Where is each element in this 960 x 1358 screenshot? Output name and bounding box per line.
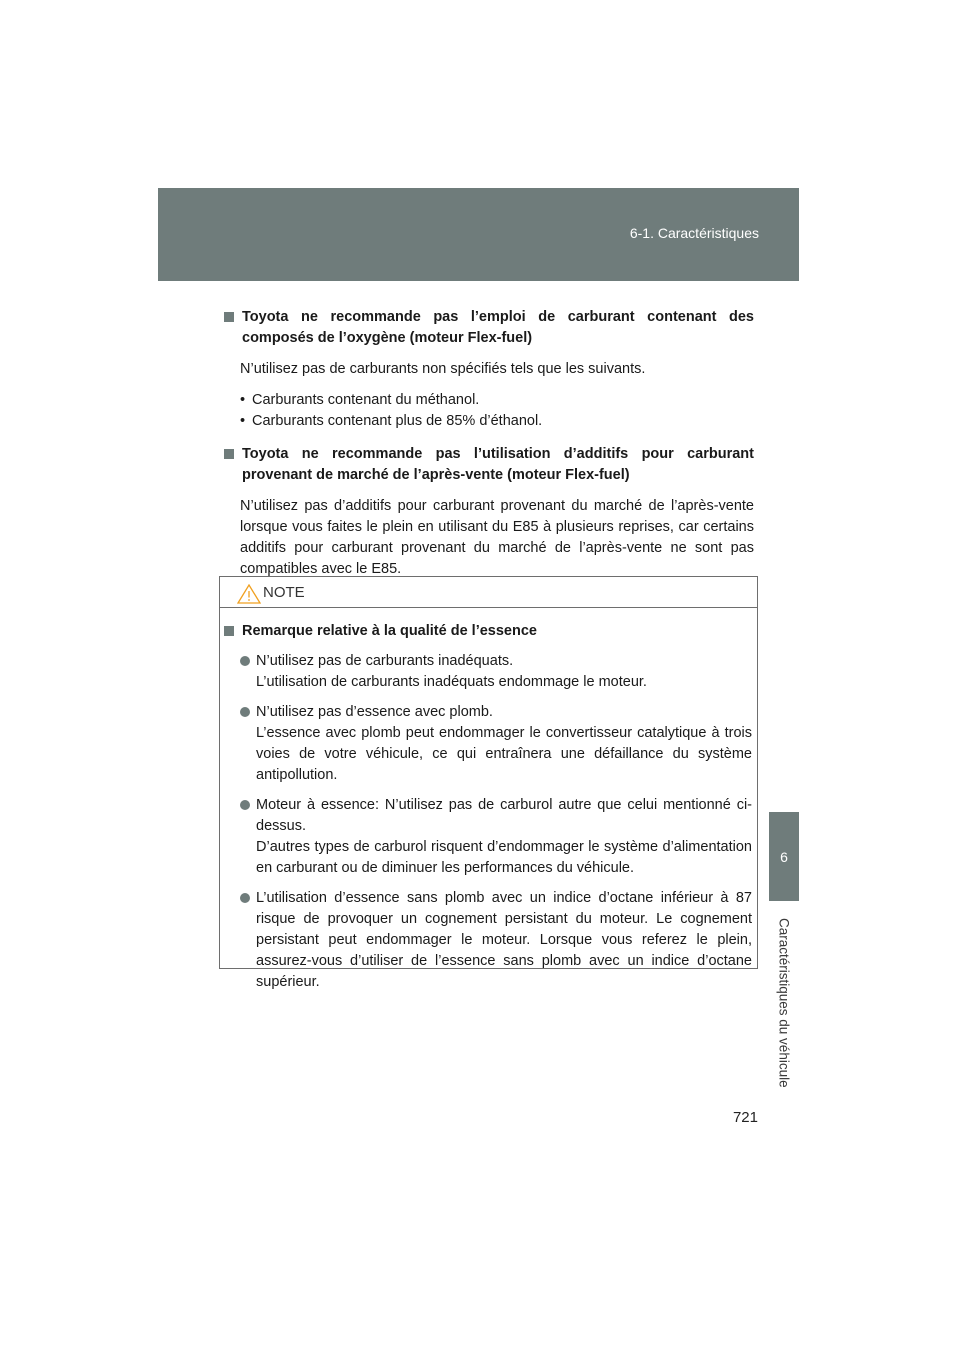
chapter-number: 6 [780,848,788,865]
note-item-lead: N’utilisez pas d’essence avec plomb. [256,704,493,720]
note-box [219,576,758,990]
bullet-list [240,390,754,432]
note-item-lead: N’utilisez pas de carburants inadéquats. [256,653,514,669]
note-heading [224,621,752,642]
section-heading [224,307,754,349]
section-heading-text: Toyota ne recommande pas l’emploi de carburant contenant des composés de l’oxygène (moteur Flex-fuel) [242,309,754,346]
note-item [224,651,752,693]
square-bullet-icon [224,626,234,636]
section-additives [224,444,754,580]
circle-bullet-icon [240,707,250,717]
square-bullet-icon [224,312,234,322]
note-item-detail: L’utilisation de carburants inadéquats endommage le moteur. [256,674,647,690]
note-header [220,577,757,608]
section-title: 6-1. Caractéristiques [629,225,759,241]
chapter-header-bar [158,188,799,281]
note-item-lead: L’utilisation d’essence sans plomb avec un indice d’octane inférieur à 87 risque de provoquer un cognement persistant du moteur. Le cognement persistant peut endommager le moteur. Lorsque vous referez le plein, assurez-vous d’utiliser de l’essence sans plomb avec un indice d’octane supérieur. [256,890,752,990]
main-content [224,307,754,592]
section-intro: N’utilisez pas de carburants non spécifiés tels que les suivants. [240,361,646,377]
page-number: 721 [732,1109,758,1126]
chapter-tab [769,812,799,901]
chapter-side-label: Caractéristiques du véhicule [776,918,792,1088]
note-item [224,702,752,786]
warning-triangle-icon [237,584,261,604]
circle-bullet-icon [240,893,250,903]
circle-bullet-icon [240,800,250,810]
note-heading-text: Remarque relative à la qualité de l’essence [242,623,537,639]
section-heading [224,444,754,486]
section-oxygenates [224,307,754,432]
note-item-detail: L’essence avec plomb peut endommager le convertisseur catalytique à trois voies de votre véhicule, ce qui entraînera une défaillance du système antipollution. [256,725,752,783]
note-title: NOTE [263,584,305,601]
circle-bullet-icon [240,656,250,666]
square-bullet-icon [224,449,234,459]
section-heading-text: Toyota ne recommande pas l’utilisation d’additifs pour carburant provenant de marché de l’après-vente (moteur Flex-fuel) [242,446,754,483]
note-item [224,795,752,879]
note-item-detail: D’autres types de carburol risquent d’endommager le système d’alimentation en carburant ou de diminuer les performances du véhicule. [256,839,752,876]
section-text: N’utilisez pas d’additifs pour carburant provenant du marché de l’après-vente lorsque vous faites le plein en utilisant du E85 à plusieurs reprises, car certains additifs pour carburant provenant du marché de l’après-vente ne sont pas compatibles avec le E85. [240,498,754,577]
note-item-lead: Moteur à essence: N’utilisez pas de carburol autre que celui mentionné ci-dessus. [256,797,752,834]
list-item: • Carburants contenant du méthanol. [240,390,754,411]
list-item: • Carburants contenant plus de 85% d’éthanol. [240,411,754,432]
note-item [224,888,752,993]
